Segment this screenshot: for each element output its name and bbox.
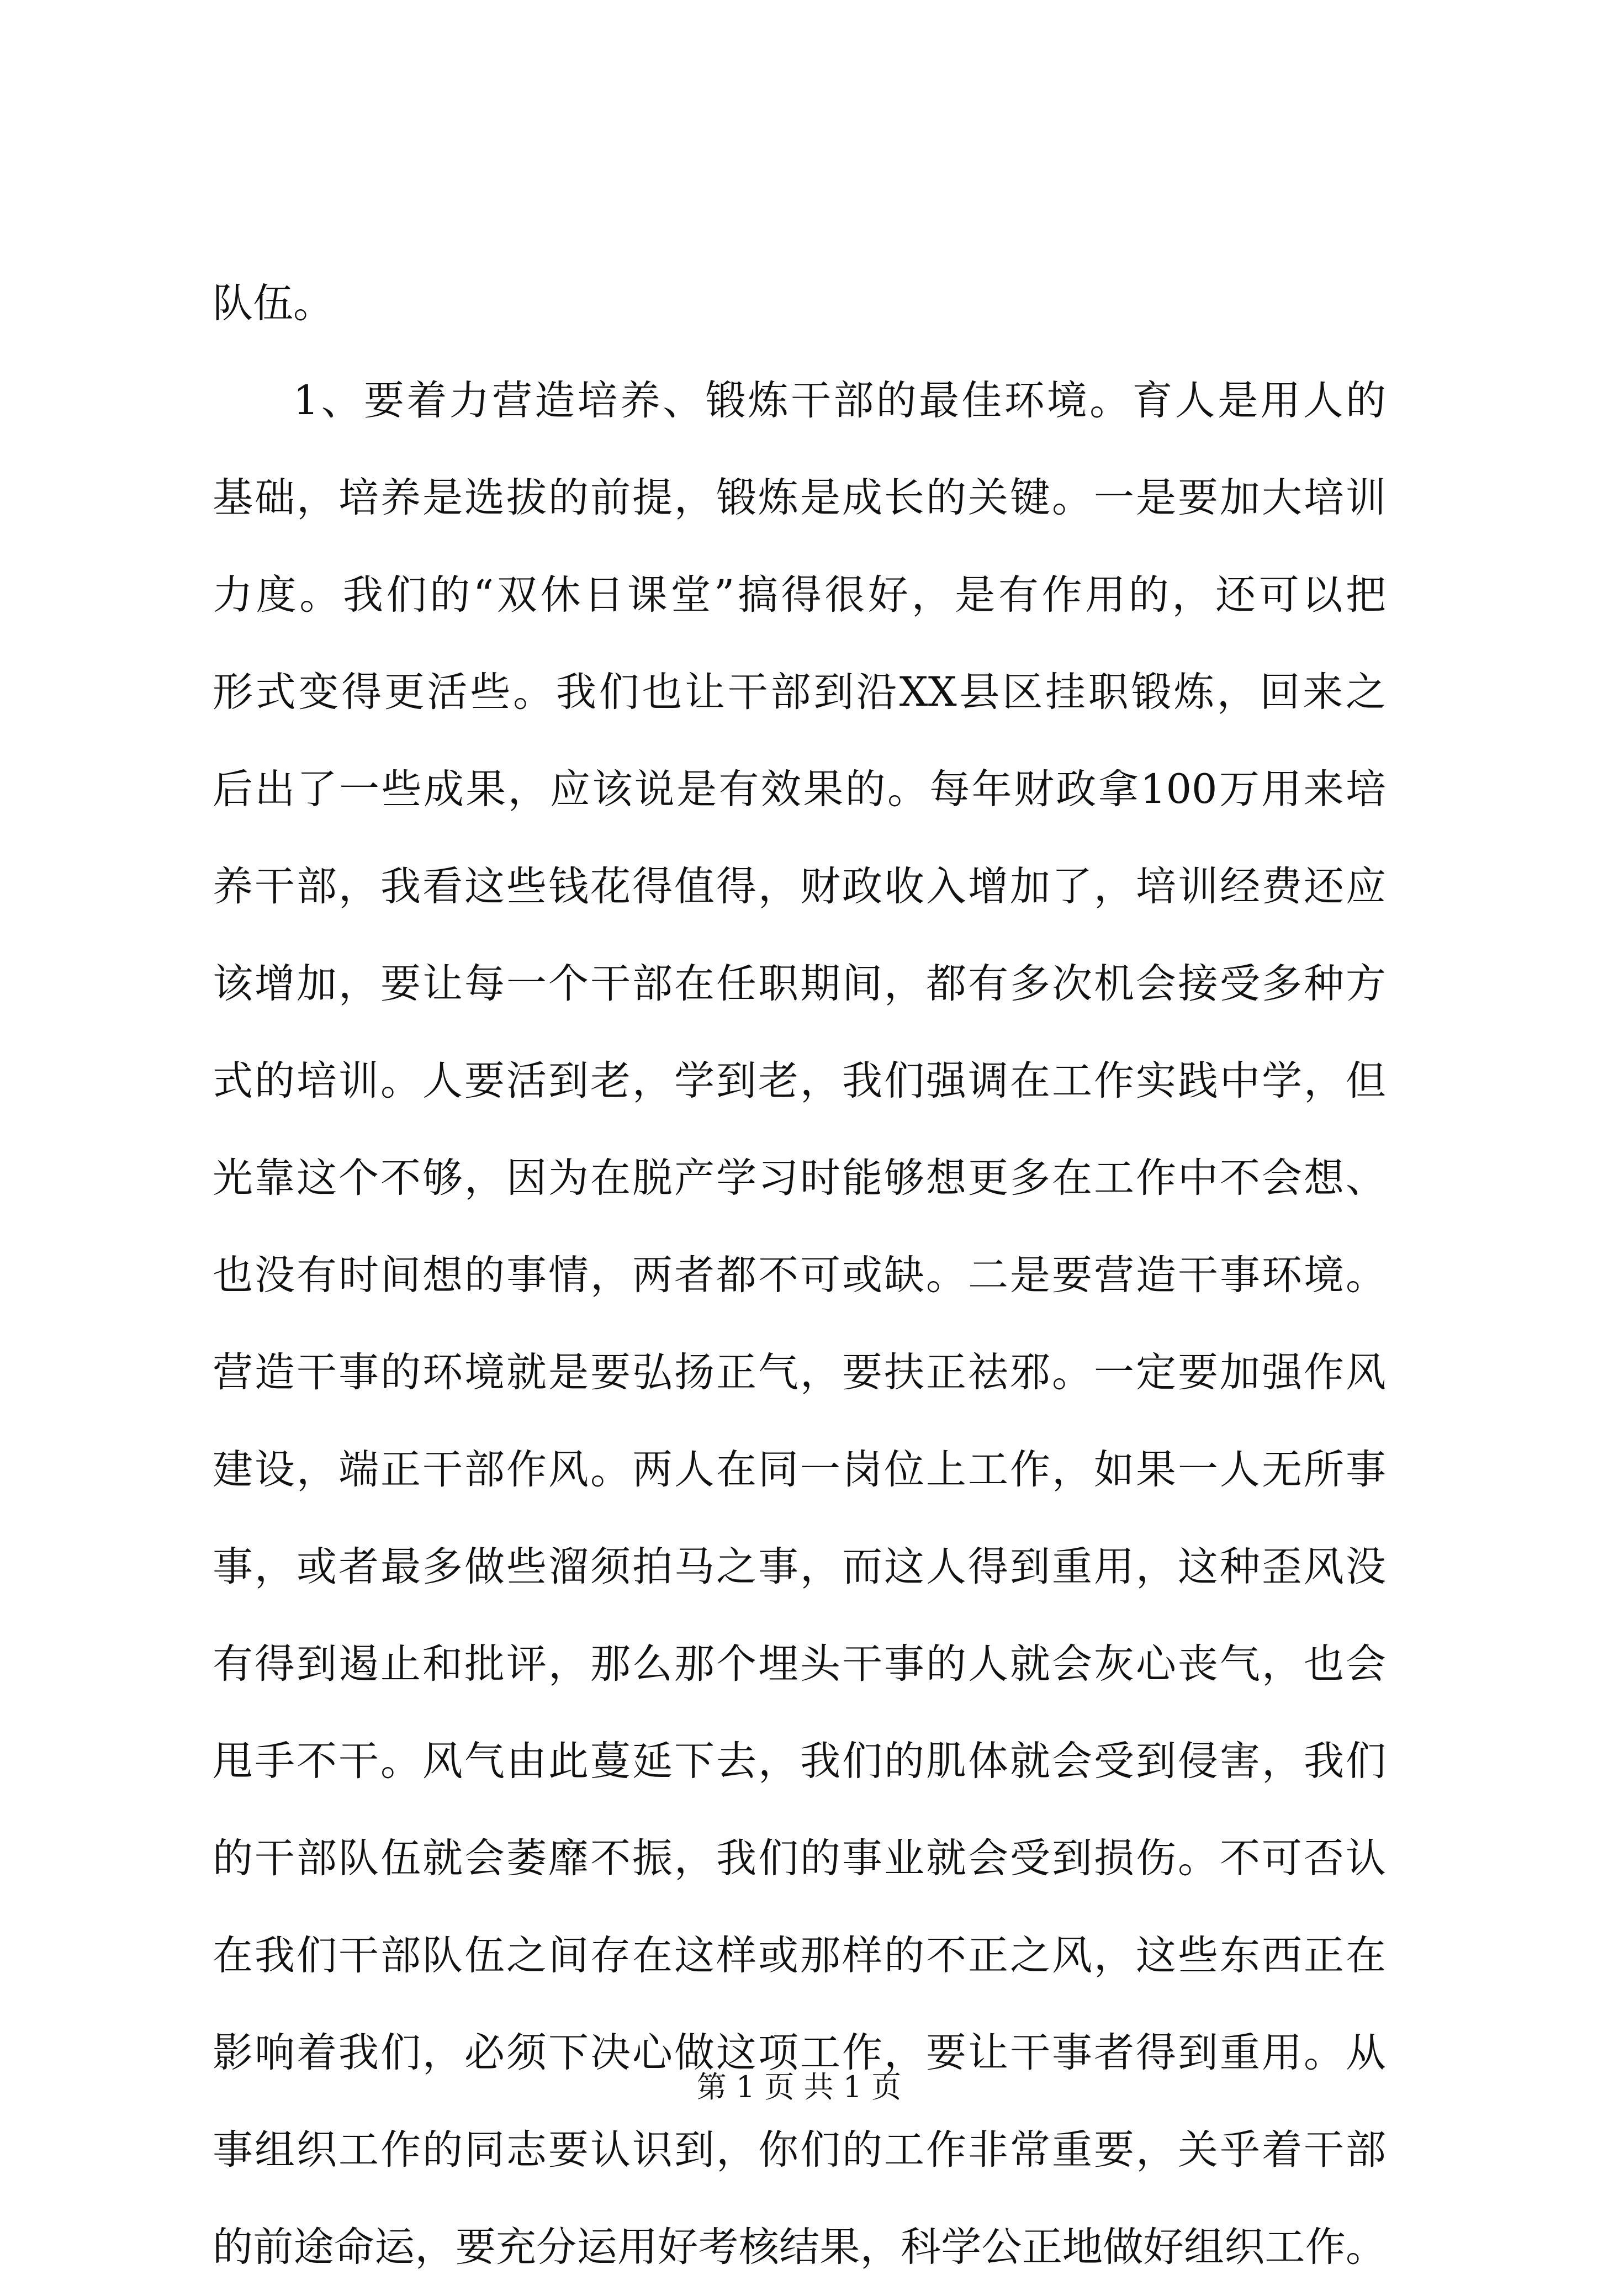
text-line: 光靠这个不够，因为在脱产学习时能够想更多在工作中不会想、	[213, 1155, 1386, 1202]
text-line: 在我们干部队伍之间存在这样或那样的不正之风，这些东西正在	[213, 1932, 1386, 1979]
text-line: 养干部，我看这些钱花得值得，财政收入增加了，培训经费还应	[213, 863, 1386, 910]
text-line: 基础，培养是选拔的前提，锻炼是成长的关键。一是要加大培训	[213, 474, 1386, 521]
text-line: 事，或者最多做些溜须拍马之事，而这人得到重用，这种歪风没	[213, 1543, 1386, 1590]
text-line: 力度。我们的“双休日课堂”搞得很好，是有作用的，还可以把	[213, 572, 1386, 618]
text-line: 也没有时间想的事情，两者都不可或缺。二是要营造干事环境。	[213, 1252, 1386, 1299]
text-line: 影响着我们，必须下决心做这项工作，要让干事者得到重用。从	[213, 2029, 1386, 2076]
body-text	[213, 255, 1386, 2296]
text-line: 建设，端正干部作风。两人在同一岗位上工作，如果一人无所事	[213, 1446, 1386, 1493]
text-line: 形式变得更活些。我们也让干部到沿XX县区挂职锻炼，回来之	[213, 669, 1386, 716]
page-footer	[0, 2068, 1598, 2107]
text-line: 后出了一些成果，应该说是有效果的。每年财政拿100万用来培	[213, 766, 1386, 813]
text-line: 的干部队伍就会萎靡不振，我们的事业就会受到损伤。不可否认	[213, 1835, 1386, 1882]
text-line: 甩手不干。风气由此蔓延下去，我们的肌体就会受到侵害，我们	[213, 1738, 1386, 1785]
text-line: 的前途命运，要充分运用好考核结果，科学公正地做好组织工作。	[213, 2224, 1386, 2271]
text-line: 式的培训。人要活到老，学到老，我们强调在工作实践中学，但	[213, 1057, 1386, 1104]
text-line: 队伍。	[213, 280, 334, 327]
page-number: 第 1 页 共 1 页	[696, 2070, 902, 2104]
text-line: 事组织工作的同志要认识到，你们的工作非常重要，关乎着干部	[213, 2126, 1386, 2173]
text-line: 1、要着力营造培养、锻炼干部的最佳环境。育人是用人的	[293, 377, 1386, 424]
text-line: 有得到遏止和批评，那么那个埋头干事的人就会灰心丧气，也会	[213, 1641, 1386, 1687]
text-line: 该增加，要让每一个干部在任职期间，都有多次机会接受多种方	[213, 960, 1386, 1007]
text-line: 营造干事的环境就是要弘扬正气，要扶正祛邪。一定要加强作风	[213, 1349, 1386, 1396]
